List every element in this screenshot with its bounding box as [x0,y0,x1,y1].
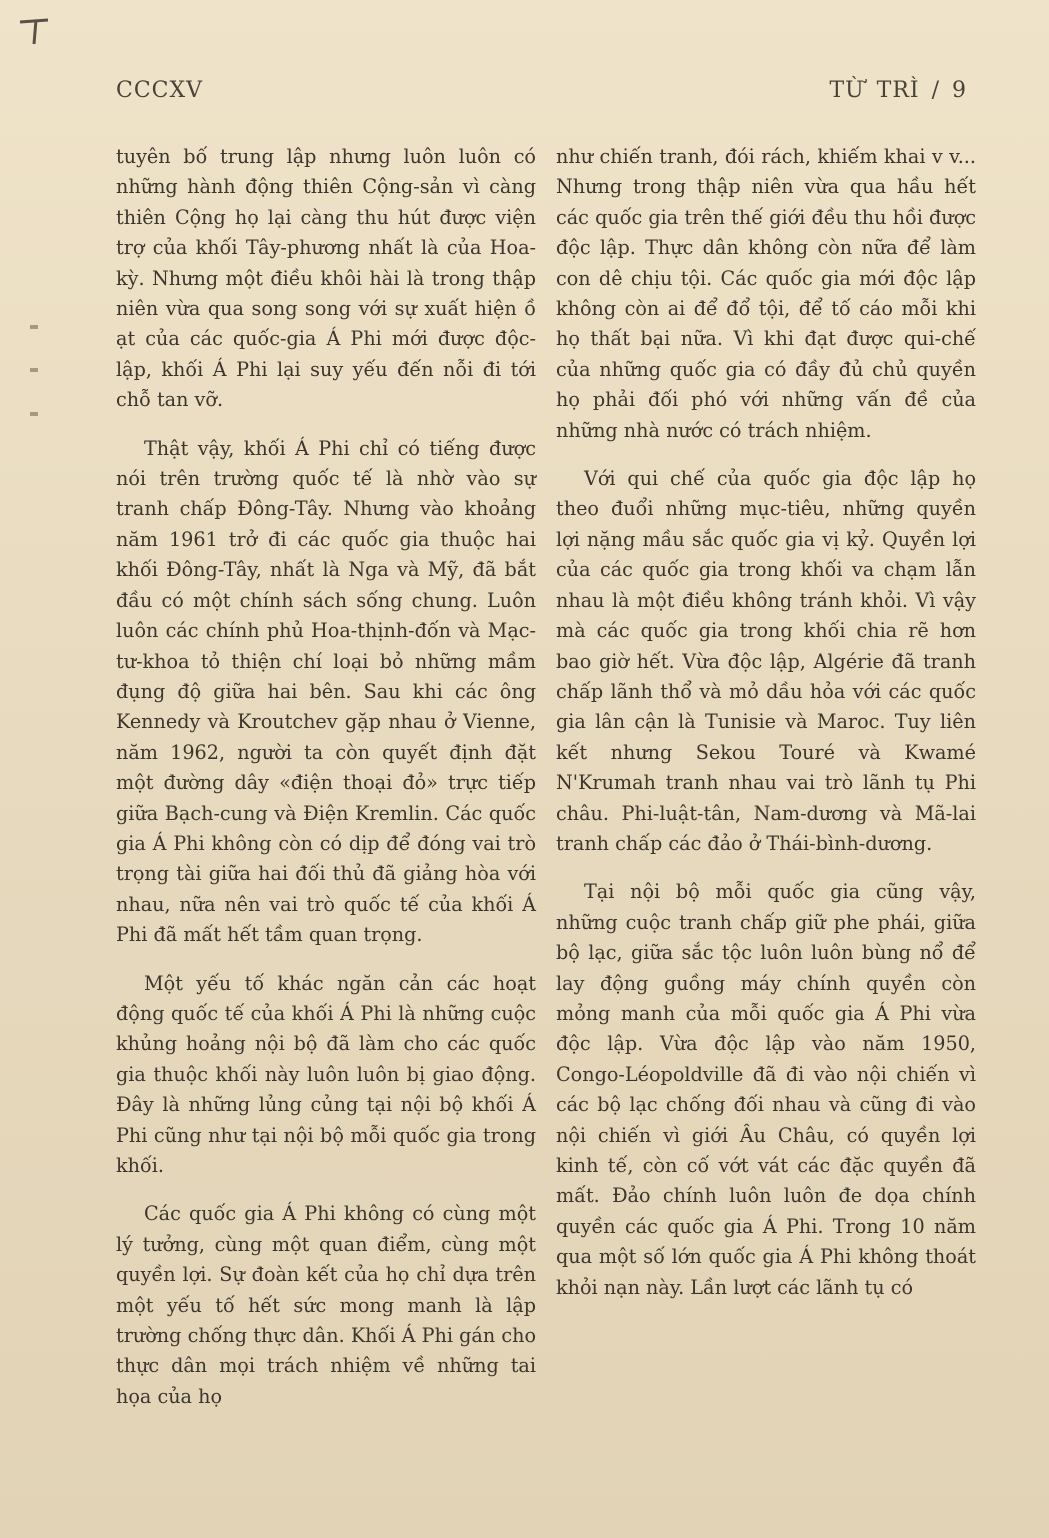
paragraph: Thật vậy, khối Á Phi chỉ có tiếng được nói trên trường quốc tế là nhờ vào sự tranh chấp Đông-Tây. Nhưng vào khoảng năm 1961 trở đi các quốc gia thuộc hai khối Đông-Tây, nhất là Nga và Mỹ, đã bắt đầu có một chính sách sống chung. Luôn luôn các chính phủ Hoa-thịnh-đốn và Mạc-tư-khoa tỏ thiện chí loại bỏ những mầm đụng độ giữa hai bên. Sau khi các ông Kennedy và Kroutchev gặp nhau ở Vienne, năm 1962, người ta còn quyết định đặt một đường dây «điện thoại đỏ» trực tiếp giữa Bạch-cung và Điện Kremlin. Các quốc gia Á Phi không còn có dịp để đóng vai trò trọng tài giữa hai đối thủ đã giảng hòa với nhau, nữa nên vai trò quốc tế của khối Á Phi đã mất hết tầm quan trọng. [116,436,536,947]
paragraph: tuyên bố trung lập nhưng luôn luôn có những hành động thiên Cộng-sản vì càng thiên Cộng họ lại càng thu hút được viện trợ của khối Tây-phương nhất là của Hoa-kỳ. Nhưng một điều khôi hài là trong thập niên vừa qua song song với sự xuất hiện ồ ạt của các quốc-gia Á Phi mới được độc-lập, khối Á Phi lại suy yếu đến nỗi đi tới chỗ tan vỡ. [116,145,536,412]
header-separator: / [931,78,940,103]
right-text-column [556,142,976,1321]
paragraph: Các quốc gia Á Phi không có cùng một lý tưởng, cùng một quan điểm, cùng một quyền lợi. Sự đoàn kết của họ chỉ dựa trên một yếu tố hết sức mong manh là lập trường chống thực dân. Khối Á Phi gán cho thực dân mọi trách nhiệm về những tai họa của họ [116,1202,536,1408]
running-header [829,78,967,103]
page-header [116,78,967,110]
margin-mark [30,325,38,329]
margin-mark [30,368,38,372]
ink-corner-mark [18,14,58,44]
running-title: TỪ TRÌ [829,78,920,103]
paragraph: như chiến tranh, đói rách, khiếm khai v v... Nhưng trong thập niên vừa qua hầu hết các quốc gia trên thế giới đều thu hồi được độc lập. Thực dân không còn nữa để làm con dê chịu tội. Các quốc gia mới độc lập không còn ai để đổ tội, để tố cáo mỗi khi họ thất bại nữa. Vì khi đạt được qui-chế của những quốc gia có đầy đủ chủ quyền họ phải đối phó với những vấn đề của những nhà nước có trách nhiệm. [556,145,976,442]
section-number: CCCXV [116,78,204,103]
left-text-column [116,142,536,1430]
paragraph: Với qui chế của quốc gia độc lập họ theo đuổi những mục-tiêu, những quyền lợi nặng mầu sắc quốc gia vị kỷ. Quyền lợi của các quốc gia trong khối va chạm lẫn nhau là một điều không tránh khỏi. Vì vậy mà các quốc gia trong khối chia rẽ hơn bao giờ hết. Vừa độc lập, Algérie đã tranh chấp lãnh thổ và mỏ dầu hỏa với các quốc gia lân cận là Tunisie và Maroc. Tuy liên kết nhưng Sekou Touré và Kwamé N'Krumah tranh nhau vai trò lãnh tụ Phi châu. Phi-luật-tân, Nam-dương và Mã-lai tranh chấp các đảo ở Thái-bình-dương. [556,467,976,855]
margin-mark [30,412,38,416]
paragraph: Một yếu tố khác ngăn cản các hoạt động quốc tế của khối Á Phi là những cuộc khủng hoảng nội bộ đã làm cho các quốc gia thuộc khối này luôn luôn bị giao động. Đây là những lủng củng tại nội bộ khối Á Phi cũng như tại nội bộ mỗi quốc gia trong khối. [116,971,536,1177]
paragraph: Tại nội bộ mỗi quốc gia cũng vậy, những cuộc tranh chấp giữ phe phái, giữa bộ lạc, giữa sắc tộc luôn luôn bùng nổ để lay động guồng máy chính quyền còn mỏng manh của mỗi quốc gia Á Phi vừa độc lập. Vừa độc lập vào năm 1950, Congo-Léopoldville đã đi vào nội chiến vì các bộ lạc chống đối nhau và cũng đi vào nội chiến vì giới Âu Châu, có quyền lợi kinh tế, còn cố vớt vát các đặc quyền đã mất. Đảo chính luôn luôn đe dọa chính quyền các quốc gia Á Phi. Trong 10 năm qua một số lớn quốc gia Á Phi không thoát khỏi nạn này. Lần lượt các lãnh tụ có [556,880,976,1299]
page-number: 9 [952,78,967,103]
